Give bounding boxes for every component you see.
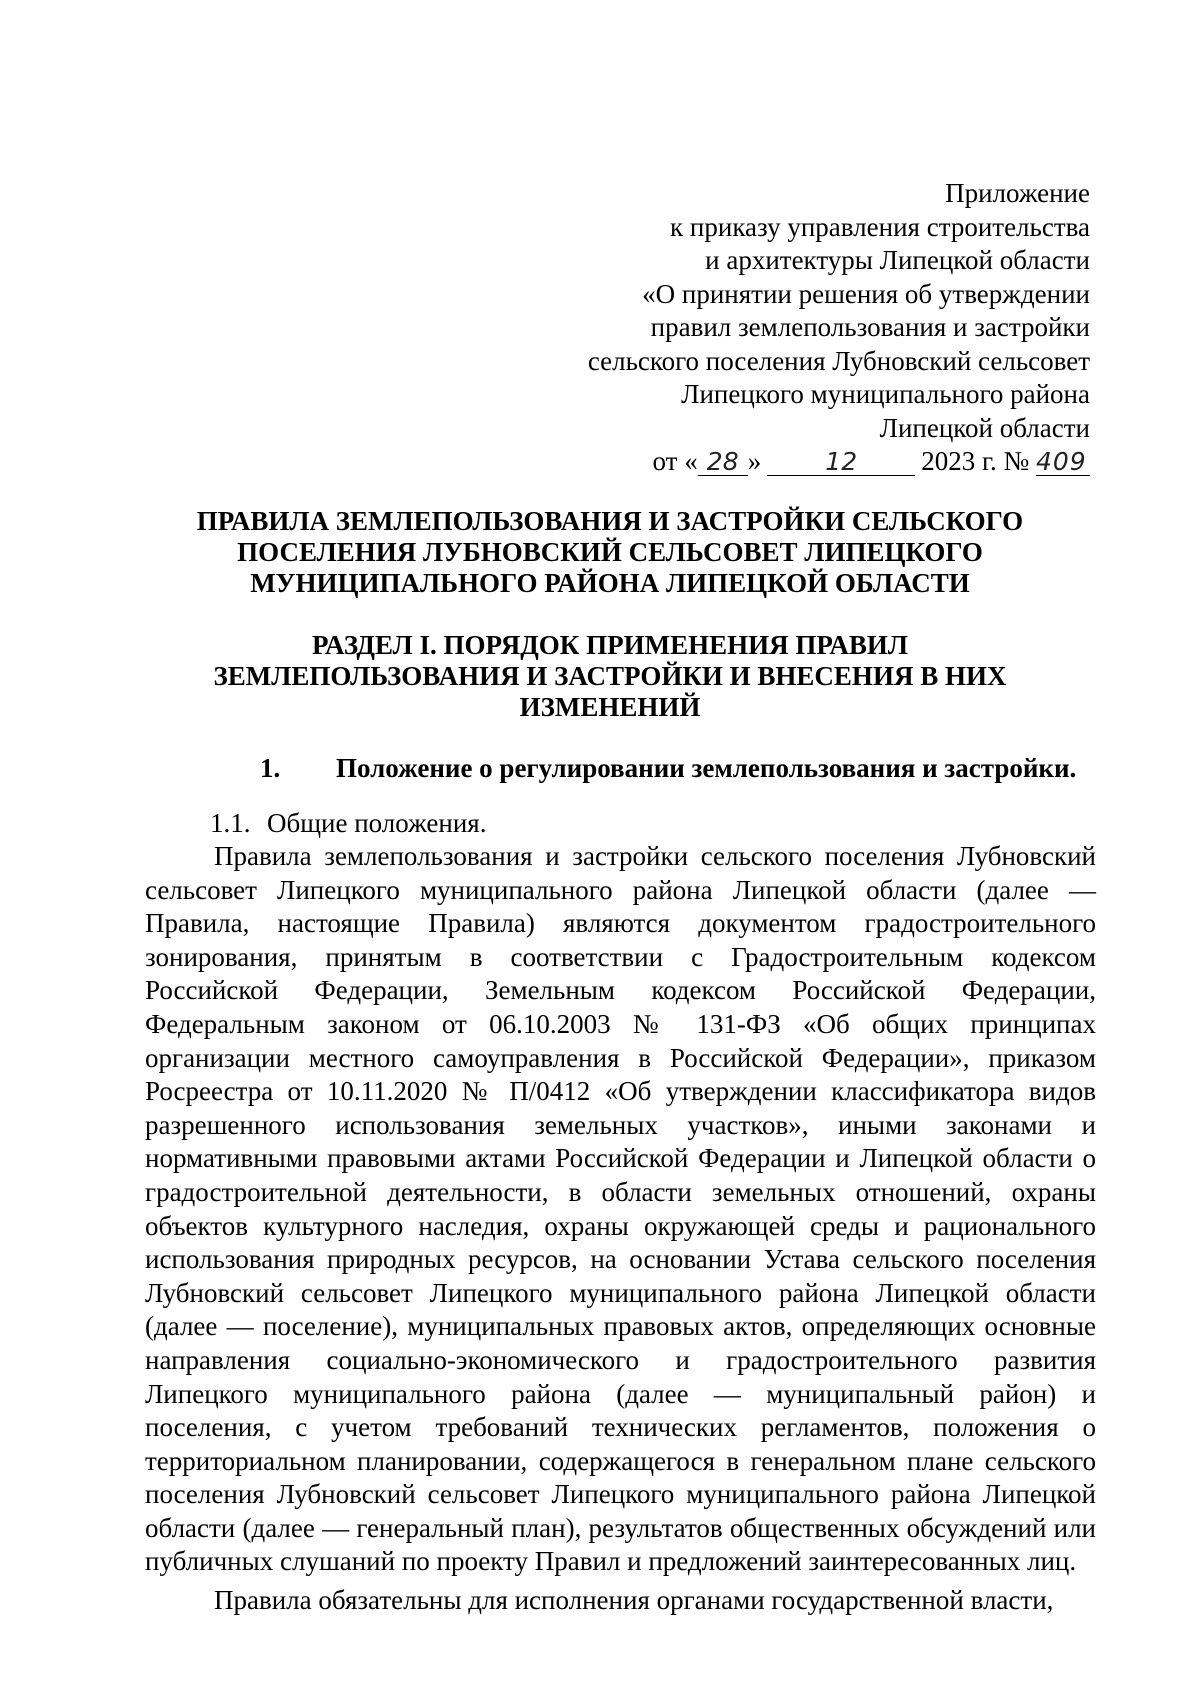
appendix-line: правил землепользования и застройки	[650, 312, 1090, 342]
year-text: 2023 г. №	[921, 446, 1030, 476]
subsection-heading	[210, 807, 486, 839]
handwritten-month: 12	[767, 449, 915, 476]
handwritten-day: 28	[698, 449, 748, 476]
handwritten-order-number: 409	[1036, 449, 1090, 476]
appendix-line: к приказу управления строительства	[670, 211, 1090, 242]
appendix-line: и архитектуры Липецкой области	[705, 245, 1090, 275]
section-title-line: ИЗМЕНЕНИЙ	[519, 692, 701, 722]
title-line: ПОСЕЛЕНИЯ ЛУБНОВСКИЙ СЕЛЬСОВЕТ ЛИПЕЦКОГО	[237, 537, 983, 567]
chapter-heading	[260, 752, 1080, 784]
appendix-line: Липецкой области	[879, 412, 1090, 443]
date-mid: »	[747, 446, 762, 476]
section-title-line: РАЗДЕЛ I. ПОРЯДОК ПРИМЕНЕНИЯ ПРАВИЛ	[311, 630, 909, 660]
subsection-number: 1.1.	[210, 808, 251, 838]
document-title	[150, 506, 1070, 599]
appendix-line: Липецкого муниципального района	[681, 379, 1090, 409]
subsection-heading-text: Общие положения.	[267, 808, 487, 838]
appendix-line: сельского поселения Лубновский сельсовет	[587, 345, 1090, 376]
appendix-block	[530, 177, 1090, 479]
appendix-line: «О принятии решения об утверждении	[642, 278, 1090, 309]
body-paragraph: Правила землепользования и застройки сельского поселения Лубновский сельсовет Липецкого муниципального района Липецкой области (далее — Правила, настоящие Правила) являются документом градостроительного зонирования, принятым в соответствии с Градостроительным кодексом Российской Федерации, Земельным кодексом Российской Федерации, Федеральным законом от 06.10.2003 № 131-ФЗ «Об общих принципах организации местного самоуправления в Российской Федерации», приказом Росреестра от 10.11.2020 № П/0412 «Об утверждении классификатора видов разрешенного использования земельных участков», иными законами и нормативными правовыми актами Российской Федерации и Липецкой области о градостроительной деятельности, в области земельных отношений, охраны объектов культурного наследия, охраны окружающей среды и рационального использования природных ресурсов, на основании Устава сельского поселения Лубновский сельсовет Липецкого муниципального района Липецкой области (далее — поселение), муниципальных правовых актов, определяющих основные направления социально-экономического и градостроительного развития Липецкого муниципального района (далее — муниципальный район) и поселения, с учетом требований технических регламентов, положения о территориальном планировании, содержащегося в генеральном плане сельского поселения Лубновский сельсовет Липецкого муниципального района Липецкой области (далее — генеральный план), результатов общественных обсуждений или публичных слушаний по проекту Правил и предложений заинтересованных лиц.	[145, 841, 1096, 1577]
date-prefix: от «	[652, 446, 698, 476]
appendix-line: Приложение	[945, 178, 1090, 208]
body-paragraph: Правила обязательны для исполнения органами государственной власти,	[214, 1585, 1054, 1616]
body-text-region	[145, 840, 1096, 1616]
title-line: ПРАВИЛА ЗЕМЛЕПОЛЬЗОВАНИЯ И ЗАСТРОЙКИ СЕЛЬСКОГО	[196, 506, 1024, 536]
chapter-heading-text: Положение о регулировании землепользования и застройки.	[336, 753, 1077, 783]
order-date-line	[530, 445, 1090, 479]
section-title	[150, 630, 1070, 723]
title-line: МУНИЦИПАЛЬНОГО РАЙОНА ЛИПЕЦКОЙ ОБЛАСТИ	[250, 568, 970, 598]
chapter-number: 1.	[260, 753, 281, 783]
section-title-line: ЗЕМЛЕПОЛЬЗОВАНИЯ И ЗАСТРОЙКИ И ВНЕСЕНИЯ В НИХ	[213, 661, 1007, 691]
body-text	[145, 840, 1096, 1618]
